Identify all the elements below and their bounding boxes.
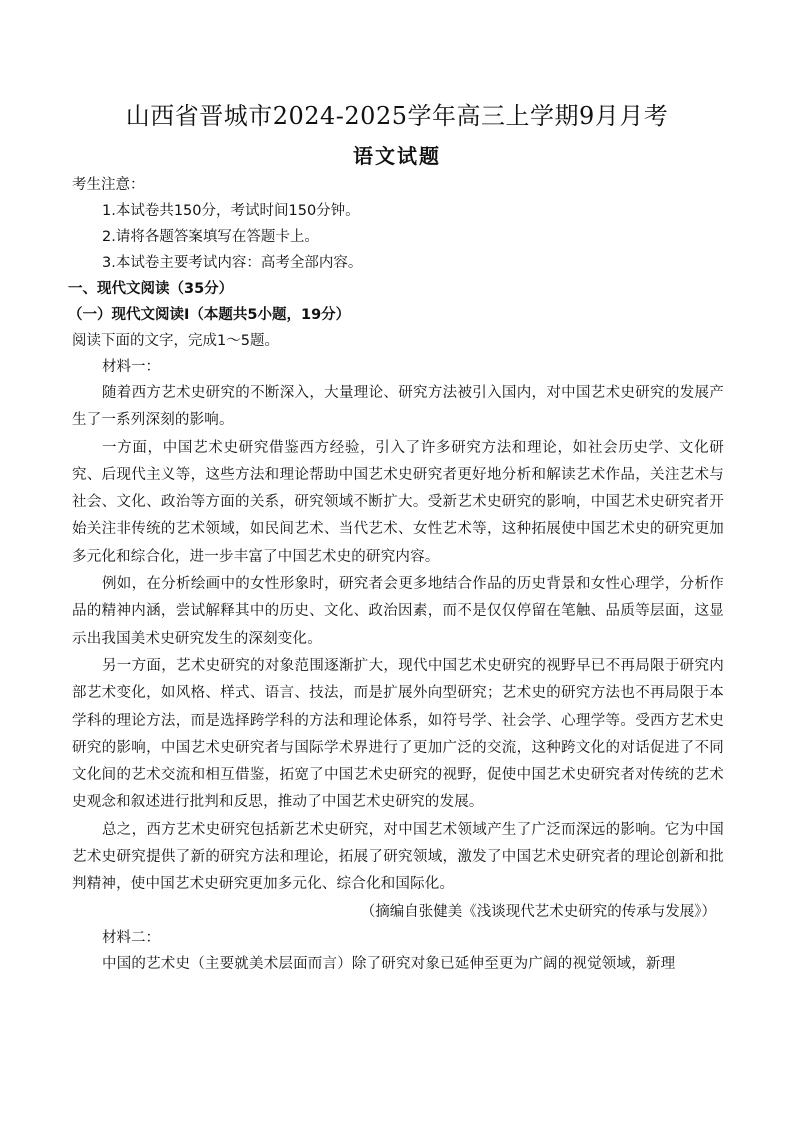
material-paragraph: 随着西方艺术史研究的不断深入，大量理论、研究方法被引入国内，对中国艺术史研究的发展产生了一系列深刻的影响。: [72, 385, 724, 429]
notice-heading: 考生注意：: [72, 177, 145, 193]
material-paragraph: 例如，在分析绘画中的女性形象时，研究者会更多地结合作品的历史背景和女性心理学，分析作品的精神内涵，尝试解释其中的历史、文化、政治因素，而不是仅仅停留在笔触、品质等层面，这显示出我国美术史研究发生的深刻变化。: [72, 576, 724, 647]
material-label: 材料一：: [102, 359, 160, 375]
exam-content: [68, 172, 724, 978]
material-label: 材料二：: [102, 929, 160, 946]
reading-instruction: 阅读下面的文字，完成1～5题。: [72, 333, 279, 349]
notice-item: 1.本试卷共150分，考试时间150分钟。: [102, 203, 360, 219]
notice-item: 3.本试卷主要考试内容：高考全部内容。: [102, 255, 363, 271]
material-paragraph: 总之，西方艺术史研究包括新艺术史研究，对中国艺术领域产生了广泛而深远的影响。它为中国艺术史研究提供了新的研究方法和理论，拓展了研究领域，激发了中国艺术史研究者的理论创新和批判精神，使中国艺术史研究更加多元化、综合化和国际化。: [72, 821, 724, 893]
material-paragraph: 另一方面，艺术史研究的对象范围逐渐扩大，现代中国艺术史研究的视野早已不再局限于研究内部艺术变化，如风格、样式、语言、技法，而是扩展外向型研究；艺术史的研究方法也不再局限于本学科的理论方法，而是选择跨学科的方法和理论体系，如符号学、社会学、心理学等。受西方艺术史研究的影响，中国艺术史研究者与国际学术界进行了更加广泛的交流，这种跨文化的对话促进了不同文化间的艺术交流和相互借鉴，拓宽了中国艺术史研究的视野，促使中国艺术史研究者对传统的艺术史观念和叙述进行批判和反思，推动了中国艺术史研究的发展。: [72, 657, 724, 811]
notice-item: 2.请将各题答案填写在答题卡上。: [102, 229, 319, 245]
section-heading: 一、现代文阅读（35分）: [68, 281, 234, 297]
exam-title: 山西省晋城市2024-2025学年高三上学期9月月考: [125, 102, 669, 130]
material-paragraph: 中国的艺术史（主要就美术层面而言）除了研究对象已延伸至更为广阔的视觉领域，新理: [102, 955, 676, 972]
material-source: （摘编自张健美《浅谈现代艺术史研究的传承与发展》）: [360, 903, 716, 920]
subsection-heading: （一）现代文阅读Ⅰ（本题共5小题，19分）: [68, 307, 351, 323]
exam-subtitle: 语文试题: [353, 144, 441, 168]
material-paragraph: 一方面，中国艺术史研究借鉴西方经验，引入了许多研究方法和理论，如社会历史学、文化研究、后现代主义等，这些方法和理论帮助中国艺术史研究者更好地分析和解读艺术作品，关注艺术与社会、文化、政治等方面的关系，研究领域不断扩大。受新艺术史研究的影响，中国艺术史研究者开始关注非传统的艺术领域，如民间艺术、当代艺术、女性艺术等，这种拓展使中国艺术史的研究更加多元化和综合化，进一步丰富了中国艺术史的研究内容。: [72, 439, 724, 565]
